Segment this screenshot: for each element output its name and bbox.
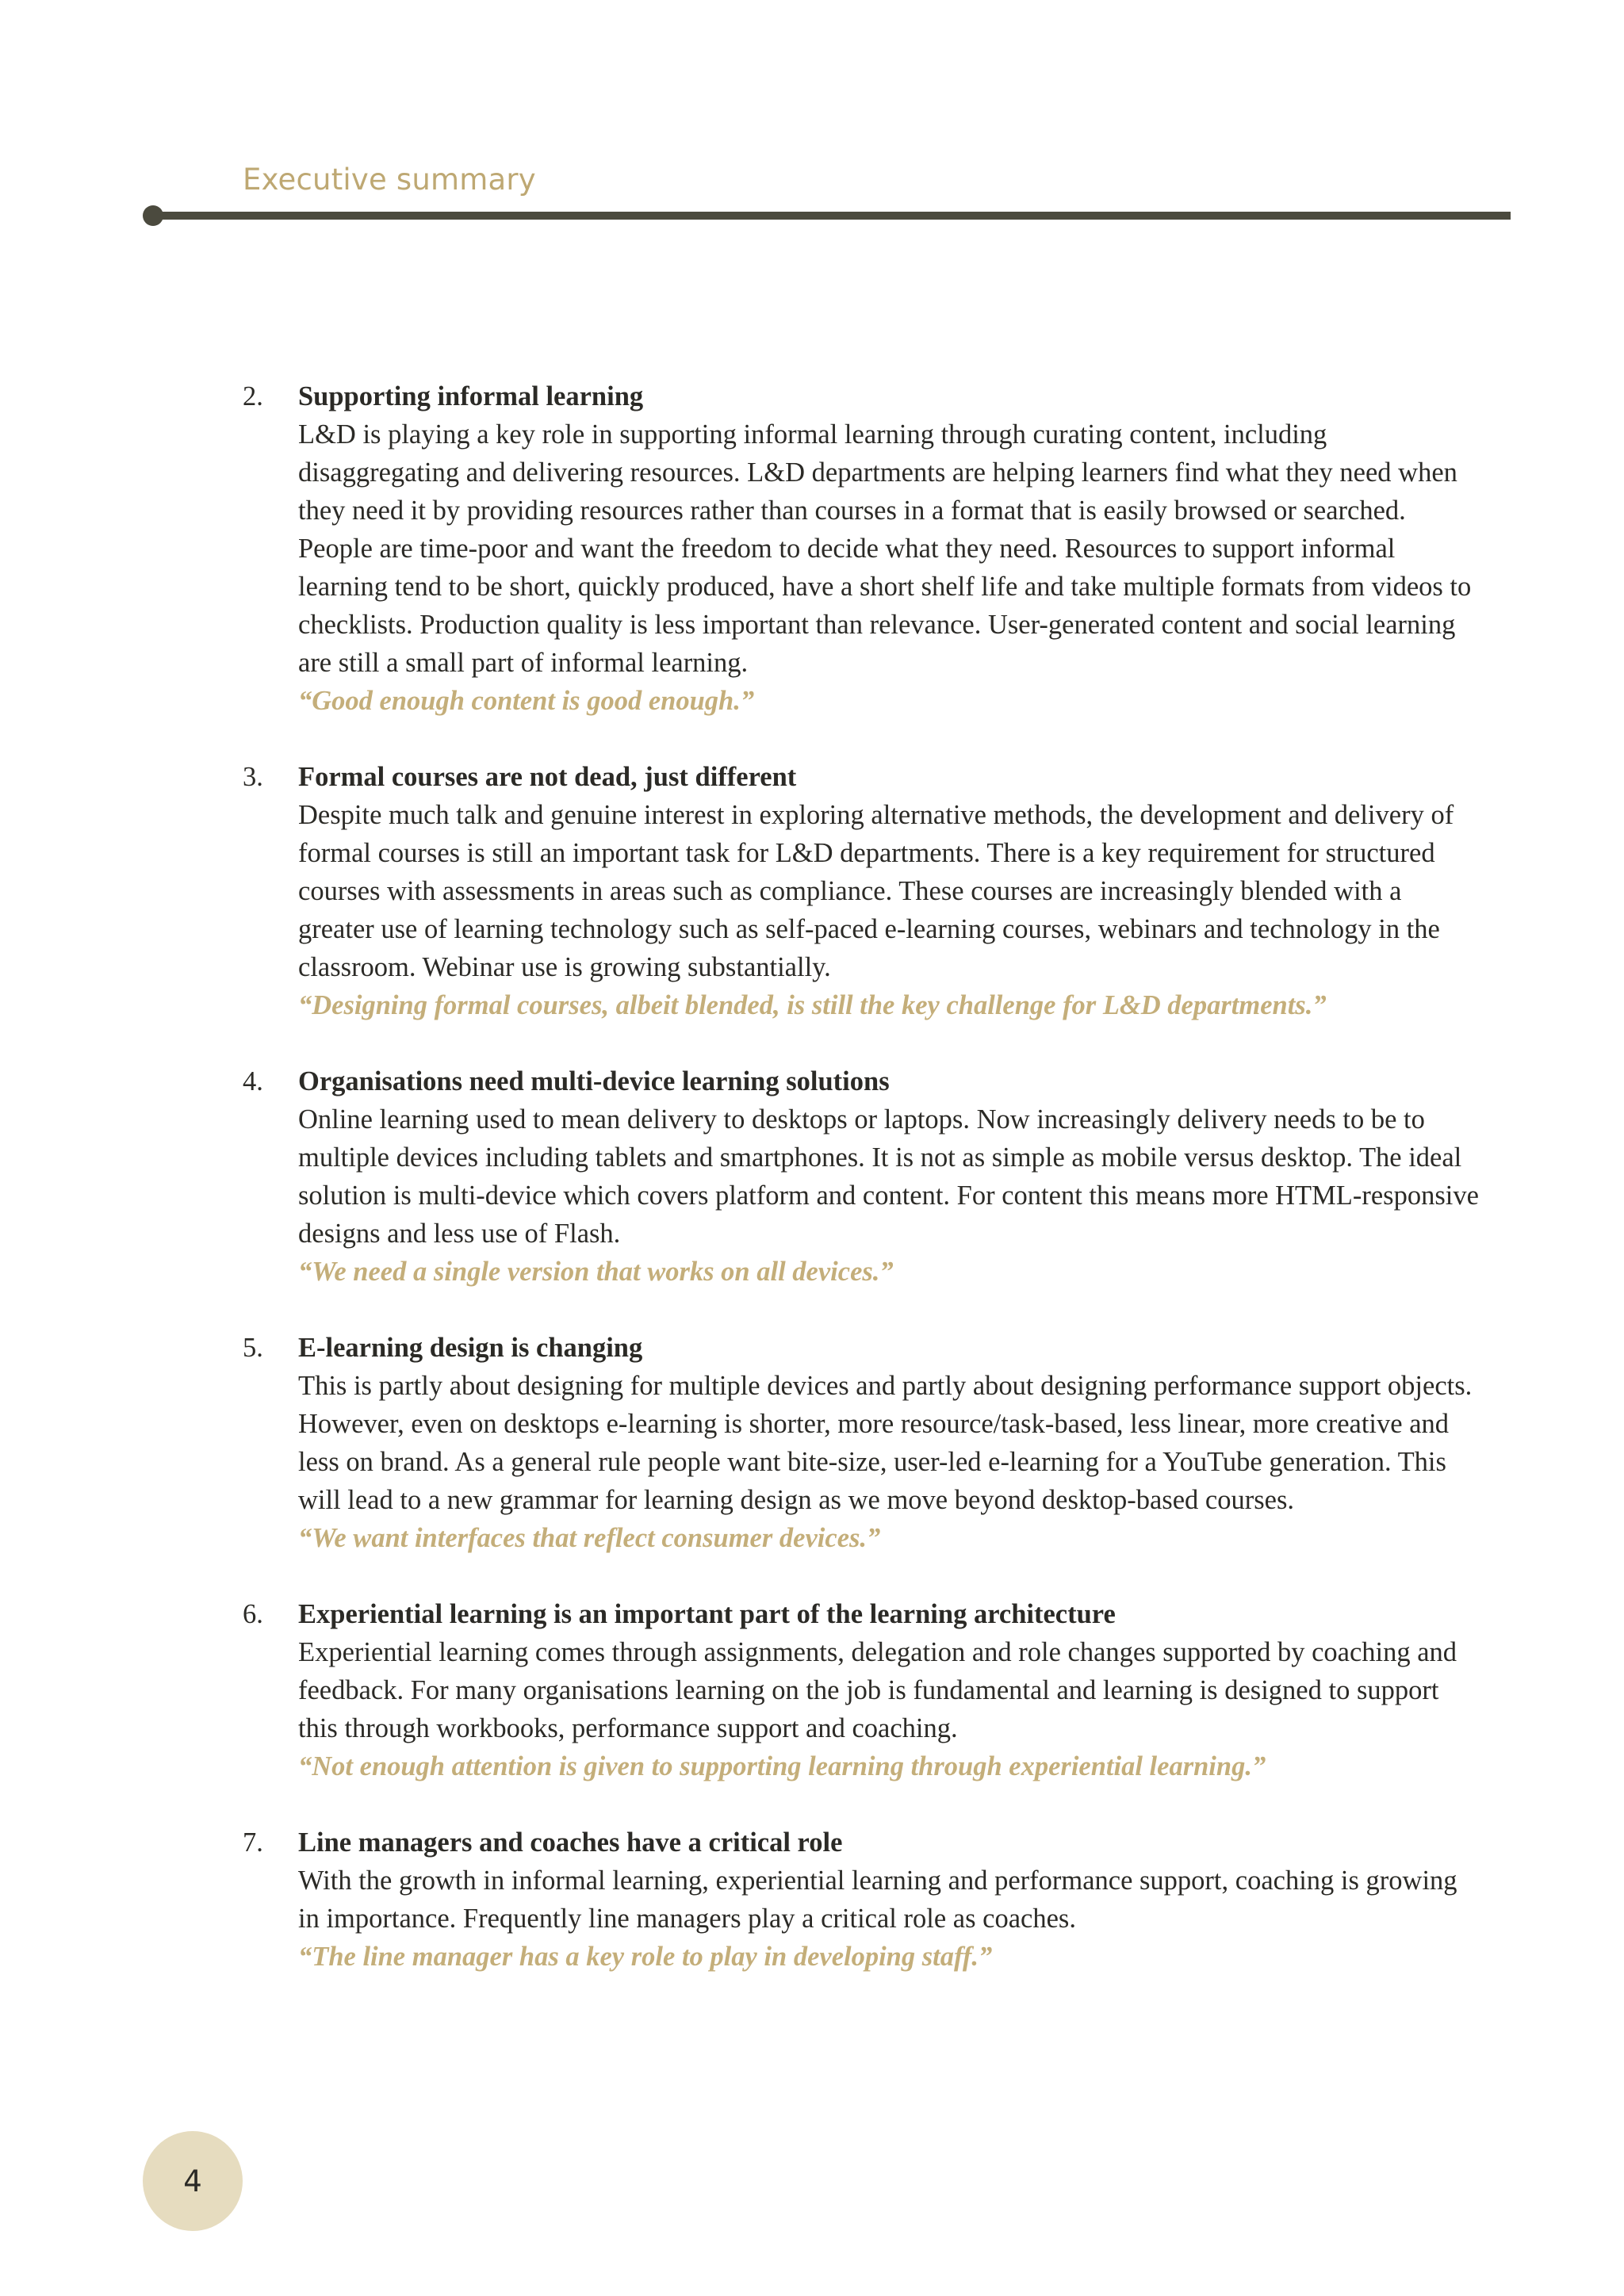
summary-item-6 [243, 1595, 1480, 1785]
item-body: With the growth in informal learning, experiential learning and performance support, coaching is growing in importance. Frequently line managers play a critical role as coaches. [298, 1866, 1457, 1934]
item-quote: “Good enough content is good enough.” [298, 686, 755, 716]
summary-item-5 [243, 1329, 1480, 1557]
item-number: 2. [243, 381, 263, 411]
summary-item-4 [243, 1062, 1480, 1291]
item-quote: “The line manager has a key role to play in developing staff.” [298, 1942, 993, 1972]
header-rule [159, 212, 1511, 220]
page-number-badge [143, 2131, 243, 2231]
item-number: 3. [243, 762, 263, 792]
item-body: Experiential learning comes through assignments, delegation and role changes supported by coaching and feedback. For many organisations learning on the job is fundamental and learning is designed to support this through workbooks, performance support and coaching. [298, 1637, 1457, 1743]
item-heading: Experiential learning is an important part of the learning architecture [298, 1599, 1116, 1629]
item-body: Online learning used to mean delivery to desktops or laptops. Now increasingly delivery needs to be to multiple devices including tablets and smartphones. It is not as simple as mobile versus desktop. The ideal solution is multi-device which covers platform and content. For content this means more HTML-responsive designs and less use of Flash. [298, 1104, 1479, 1249]
item-number: 4. [243, 1066, 263, 1096]
item-body: This is partly about designing for multiple devices and partly about designing performance support objects. However, even on desktops e-learning is shorter, more resource/task-based, less linear, more creative and less on brand. As a general rule people want bite-size, user-led e-learning for a YouTube generation. This will lead to a new grammar for learning design as we move beyond desktop-based courses. [298, 1371, 1473, 1515]
item-heading: Organisations need multi-device learning solutions [298, 1066, 890, 1096]
item-body: Despite much talk and genuine interest in exploring alternative methods, the development and delivery of formal courses is still an important task for L&D departments. There is a key requirement for structured courses with assessments in areas such as compliance. These courses are increasingly blended with a greater use of learning technology such as self-paced e-learning courses, webinars and technology in the classroom. Webinar use is growing substantially. [298, 800, 1454, 982]
item-heading: Supporting informal learning [298, 381, 644, 411]
item-heading: Formal courses are not dead, just different [298, 762, 797, 792]
item-number: 6. [243, 1599, 263, 1629]
section-label: Executive summary [243, 163, 536, 197]
summary-item-2 [243, 377, 1480, 720]
item-quote: “We want interfaces that reflect consumer devices.” [298, 1523, 881, 1553]
summary-item-7 [243, 1823, 1480, 1976]
item-heading: Line managers and coaches have a critical role [298, 1827, 843, 1858]
item-number: 7. [243, 1827, 263, 1858]
item-body: L&D is playing a key role in supporting informal learning through curating content, including disaggregating and delivering resources. L&D departments are helping learners find what they need when they need it by providing resources rather than courses in a format that is easily browsed or searched. People are time-poor and want the freedom to decide what they need. Resources to support informal learning tend to be short, quickly produced, have a short shelf life and take multiple formats from videos to checklists. Production quality is less important than relevance. User-generated content and social learning are still a small part of informal learning. [298, 419, 1472, 678]
item-quote: “Designing formal courses, albeit blended, is still the key challenge for L&D departments.” [298, 990, 1327, 1020]
page-header [143, 163, 1511, 234]
summary-list [243, 377, 1480, 2014]
page-number: 4 [183, 2164, 202, 2198]
item-quote: “Not enough attention is given to supporting learning through experiential learning.” [298, 1751, 1266, 1781]
item-quote: “We need a single version that works on all devices.” [298, 1257, 894, 1287]
item-heading: E-learning design is changing [298, 1333, 643, 1363]
summary-item-3 [243, 758, 1480, 1024]
item-number: 5. [243, 1333, 263, 1363]
